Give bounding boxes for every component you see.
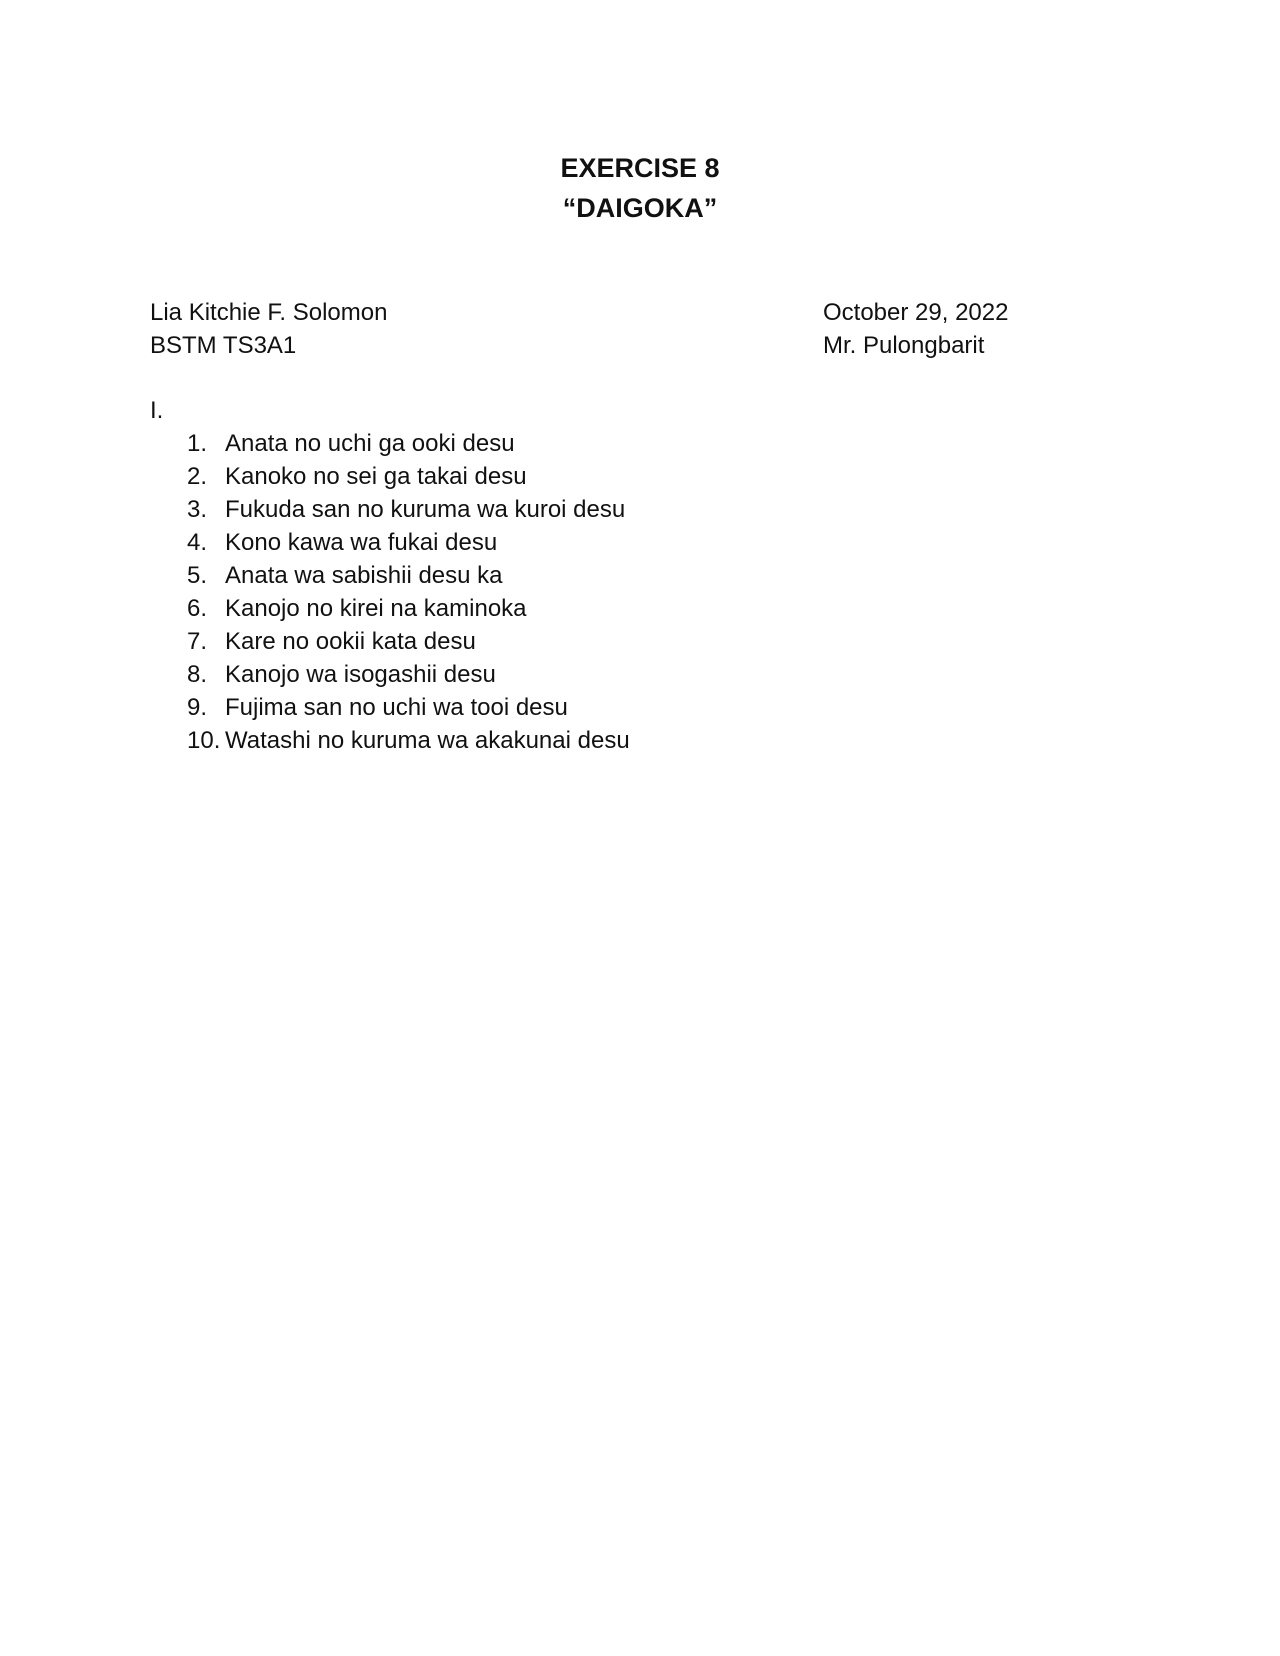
item-number: 4.: [187, 529, 208, 556]
submission-date: October 29, 2022: [823, 299, 1009, 326]
document-title: EXERCISE 8: [560, 153, 720, 183]
item-number: 1.: [187, 430, 208, 457]
item-text: Fujima san no uchi wa tooi desu: [225, 694, 568, 721]
item-text: Fukuda san no kuruma wa kuroi desu: [225, 496, 626, 523]
item-text: Kono kawa wa fukai desu: [225, 529, 498, 556]
item-text: Kanoko no sei ga takai desu: [225, 463, 527, 490]
item-number: 10.: [187, 727, 221, 754]
item-text: Kanojo no kirei na kaminoka: [225, 595, 527, 622]
student-section: BSTM TS3A1: [150, 332, 297, 359]
item-number: 3.: [187, 496, 208, 523]
part-label: I.: [150, 397, 164, 424]
title-block: [0, 148, 1280, 228]
item-number: 2.: [187, 463, 208, 490]
item-number: 8.: [187, 661, 208, 688]
item-number: 9.: [187, 694, 208, 721]
item-text: Anata no uchi ga ooki desu: [225, 430, 515, 457]
item-number: 7.: [187, 628, 208, 655]
student-name: Lia Kitchie F. Solomon: [150, 299, 388, 326]
item-text: Kanojo wa isogashii desu: [225, 661, 496, 688]
item-number: 5.: [187, 562, 208, 589]
instructor-name: Mr. Pulongbarit: [823, 332, 985, 359]
document-subtitle: “DAIGOKA”: [562, 193, 718, 223]
item-text: Watashi no kuruma wa akakunai desu: [225, 727, 630, 754]
item-text: Anata wa sabishii desu ka: [225, 562, 503, 589]
item-number: 6.: [187, 595, 208, 622]
item-text: Kare no ookii kata desu: [225, 628, 476, 655]
